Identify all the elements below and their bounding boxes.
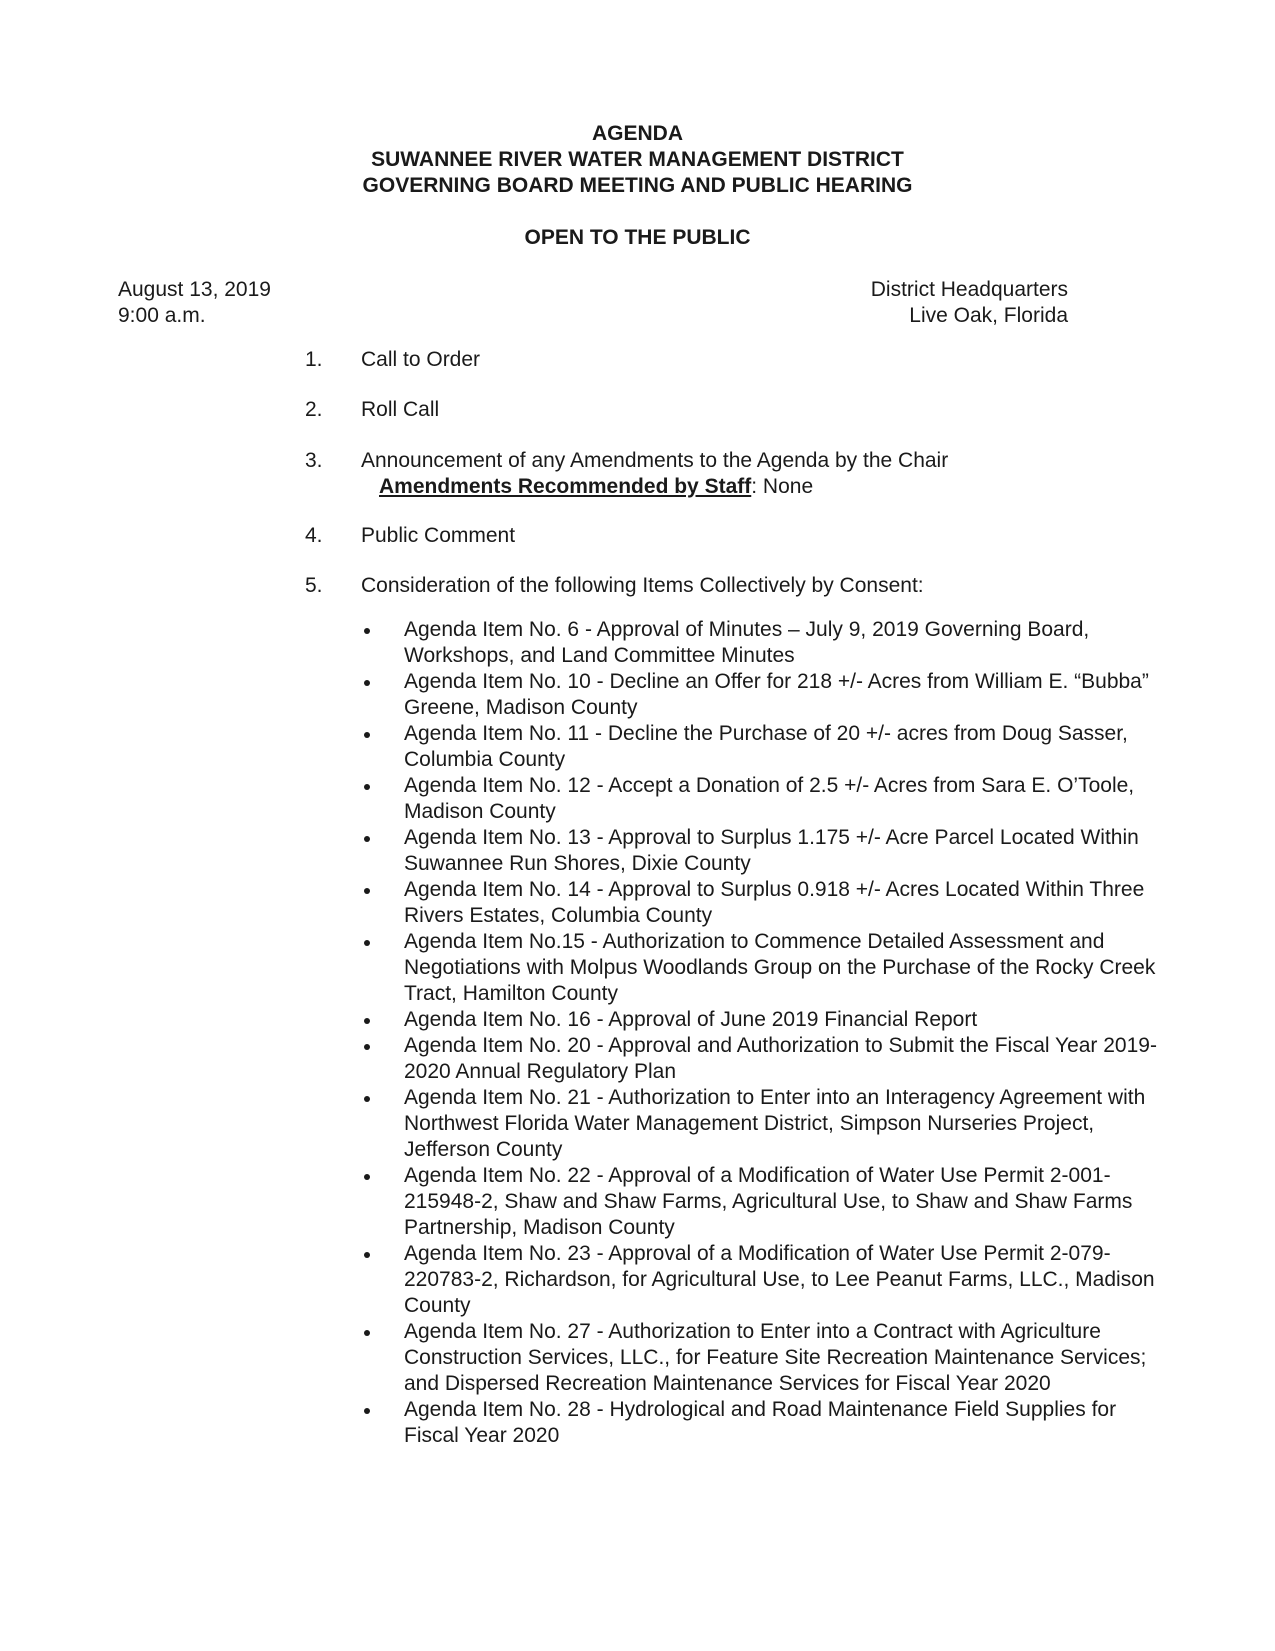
consent-item-text: Agenda Item No. 14 - Approval to Surplus 0.918 +/- Acres Located Within Three Rivers Estates, Columbia County [404,878,1145,927]
bullet-icon [364,1408,370,1414]
item-number: 4. [305,524,323,547]
consent-item-text: Agenda Item No. 12 - Accept a Donation of 2.5 +/- Acres from Sara E. O’Toole, Madison County [404,774,1135,823]
item-number: 2. [305,398,323,421]
consent-item [348,773,1168,825]
item-number: 5. [305,574,323,597]
amendments-label: Amendments Recommended by Staff [379,475,752,498]
consent-item [348,1319,1168,1397]
bullet-icon [364,940,370,946]
consent-item [348,1163,1168,1241]
bullet-icon [364,888,370,894]
item-text: Announcement of any Amendments to the Agenda by the Chair [361,449,949,472]
consent-item [348,1085,1168,1163]
bullet-icon [364,1330,370,1336]
bullet-icon [364,1044,370,1050]
agenda-heading: AGENDA [591,122,683,145]
location-city: Live Oak, Florida [909,304,1068,327]
item-number: 1. [305,348,323,371]
bullet-icon [364,628,370,634]
meeting-meta [118,277,1068,337]
consent-item-text: Agenda Item No. 6 - Approval of Minutes – July 9, 2019 Governing Board, Workshops, and Land Committee Minutes [404,618,1090,667]
consent-item-text: Agenda Item No. 23 - Approval of a Modification of Water Use Permit 2-079-220783-2, Richardson, for Agricultural Use, to Lee Peanut Farms, LLC., Madison County [404,1242,1155,1317]
consent-item-text: Agenda Item No. 16 - Approval of June 2019 Financial Report [404,1008,978,1031]
consent-item-text: Agenda Item No. 27 - Authorization to Enter into a Contract with Agriculture Construction Services, LLC., for Feature Site Recreation Maintenance Services; and Dispersed Recreation Maintenance Services for Fiscal Year 2020 [404,1320,1147,1395]
consent-item [348,1397,1168,1449]
consent-item [348,929,1168,1007]
consent-item-text: Agenda Item No. 11 - Decline the Purchase of 20 +/- acres from Doug Sasser, Columbia County [404,722,1128,771]
bullet-icon [364,836,370,842]
meeting-date: August 13, 2019 [118,278,271,301]
bullet-icon [364,784,370,790]
consent-item [348,721,1168,773]
bullet-icon [364,1174,370,1180]
consent-item [348,825,1168,877]
consent-item [348,617,1168,669]
consent-item-text: Agenda Item No. 28 - Hydrological and Road Maintenance Field Supplies for Fiscal Year 2020 [404,1398,1117,1447]
public-notice: OPEN TO THE PUBLIC [524,226,751,249]
bullet-icon [364,1018,370,1024]
consent-item [348,877,1168,929]
consent-item [348,1033,1168,1085]
amendments-line [379,474,813,500]
amendments-value: : None [751,475,814,498]
item-text: Consideration of the following Items Collectively by Consent: [361,574,924,597]
consent-item-text: Agenda Item No. 13 - Approval to Surplus 1.175 +/- Acre Parcel Located Within Suwannee Run Shores, Dixie County [404,826,1139,875]
district-name: SUWANNEE RIVER WATER MANAGEMENT DISTRICT [371,148,904,171]
bullet-icon [364,1252,370,1258]
meeting-datetime [118,277,271,329]
item-text: Roll Call [361,398,440,421]
consent-item [348,669,1168,721]
meeting-location [871,277,1068,329]
consent-item-text: Agenda Item No. 22 - Approval of a Modification of Water Use Permit 2-001-215948-2, Shaw and Shaw Farms, Agricultural Use, to Shaw and Shaw Farms Partnership, Madison County [404,1164,1133,1239]
bullet-icon [364,1096,370,1102]
bullet-icon [364,732,370,738]
bullet-icon [364,680,370,686]
location-name: District Headquarters [870,278,1068,301]
consent-item-text: Agenda Item No. 21 - Authorization to Enter into an Interagency Agreement with Northwest Florida Water Management District, Simpson Nurseries Project, Jefferson County [404,1086,1146,1161]
consent-item-text: Agenda Item No. 20 - Approval and Authorization to Submit the Fiscal Year 2019-2020 Annual Regulatory Plan [404,1034,1157,1083]
consent-item-text: Agenda Item No. 10 - Decline an Offer for 218 +/- Acres from William E. “Bubba” Greene, Madison County [404,670,1149,719]
item-text: Call to Order [361,348,481,371]
meeting-title: GOVERNING BOARD MEETING AND PUBLIC HEARING [362,174,913,197]
meeting-time: 9:00 a.m. [118,304,206,327]
consent-items-list [348,617,1168,1449]
consent-item [348,1007,1168,1033]
item-number: 3. [305,449,323,472]
item-text: Public Comment [361,524,516,547]
consent-item-text: Agenda Item No.15 - Authorization to Commence Detailed Assessment and Negotiations with Molpus Woodlands Group on the Purchase of the Rocky Creek Tract, Hamilton County [404,930,1156,1005]
consent-item [348,1241,1168,1319]
